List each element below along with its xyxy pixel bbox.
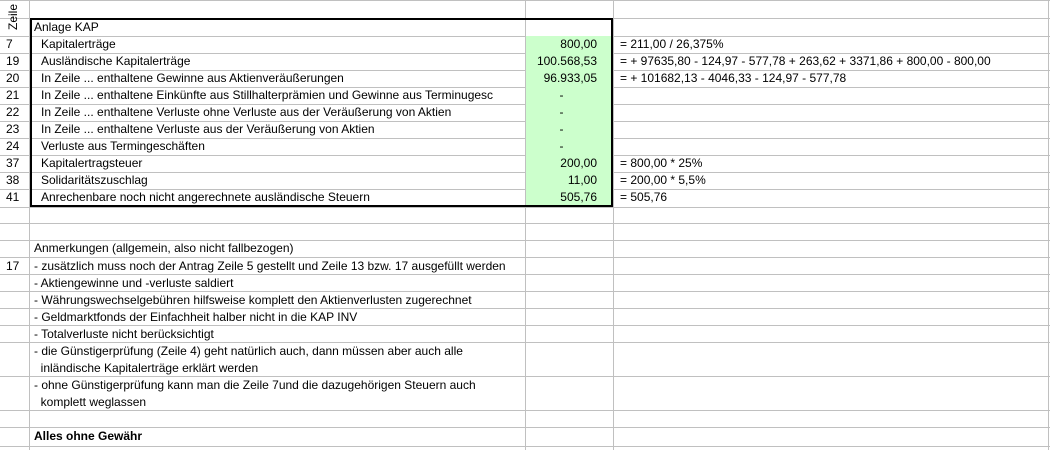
row-formula[interactable]: = + 101682,13 - 4046,33 - 124,97 - 577,78 xyxy=(620,71,847,85)
row-divider xyxy=(0,0,1050,1)
row-label[interactable]: In Zeile ... enthaltene Verluste aus der Veräußerung von Aktien xyxy=(41,122,375,136)
notes-heading[interactable]: Anmerkungen (allgemein, also nicht fallbezogen) xyxy=(34,241,294,255)
row-label[interactable]: Anrechenbare noch nicht angerechnete ausländische Steuern xyxy=(41,190,370,204)
row-formula[interactable]: = 211,00 / 26,375% xyxy=(620,37,724,51)
row-value[interactable]: 96.933,05 xyxy=(543,71,597,85)
row-divider xyxy=(0,207,1050,208)
row-value[interactable]: - xyxy=(559,139,564,153)
row-label[interactable]: In Zeile ... enthaltene Einkünfte aus Stillhalterprämien und Gewinne aus Terminugesc xyxy=(41,88,494,102)
note-line[interactable]: komplett weglassen xyxy=(34,395,147,409)
row-label[interactable]: Ausländische Kapitalerträge xyxy=(41,54,191,68)
row-formula[interactable]: = 800,00 * 25% xyxy=(620,156,703,170)
row-number[interactable]: 41 xyxy=(6,190,20,204)
row-value[interactable]: - xyxy=(559,105,564,119)
row-value[interactable]: - xyxy=(559,88,564,102)
row-formula[interactable] xyxy=(620,87,1050,104)
row-value[interactable]: 505,76 xyxy=(560,190,597,204)
row-number[interactable]: 21 xyxy=(6,88,20,102)
zeile-header-label: Zeile xyxy=(6,3,20,30)
row-number[interactable]: 22 xyxy=(6,105,20,119)
row-formula[interactable]: = + 97635,80 - 124,97 - 577,78 + 263,62 + 3371,86 + 800,00 - 800,00 xyxy=(620,54,991,68)
column-divider xyxy=(613,0,614,450)
row-label[interactable]: Kapitalertragsteuer xyxy=(41,156,143,170)
table-title[interactable]: Anlage KAP xyxy=(34,20,99,34)
row-value[interactable]: 800,00 xyxy=(560,37,597,51)
row-value[interactable]: 11,00 xyxy=(567,173,597,187)
row-formula[interactable] xyxy=(620,121,1050,138)
note-line[interactable]: inländische Kapitalerträge erklärt werden xyxy=(34,361,259,375)
zeile-header xyxy=(4,2,20,36)
row-number[interactable]: 7 xyxy=(6,37,13,51)
row-number[interactable]: 17 xyxy=(6,259,20,273)
note-line[interactable]: - die Günstigerprüfung (Zeile 4) geht natürlich auch, dann müssen aber auch alle xyxy=(34,344,463,358)
note-line[interactable]: - Währungswechselgebühren hilfsweise komplett den Aktienverlusten zugerechnet xyxy=(34,293,472,307)
row-number[interactable]: 23 xyxy=(6,122,20,136)
row-formula[interactable]: = 505,76 xyxy=(620,190,668,204)
row-number[interactable]: 19 xyxy=(6,54,20,68)
row-divider xyxy=(0,446,1050,447)
note-line[interactable]: - Geldmarktfonds der Einfachheit halber nicht in die KAP INV xyxy=(34,310,358,324)
row-number[interactable]: 37 xyxy=(6,156,20,170)
row-divider xyxy=(0,223,1050,224)
row-number[interactable]: 20 xyxy=(6,71,20,85)
row-label[interactable]: Kapitalerträge xyxy=(41,37,116,51)
row-label[interactable]: Verluste aus Termingeschäften xyxy=(41,139,205,153)
row-value[interactable]: 200,00 xyxy=(560,156,597,170)
note-line[interactable]: - ohne Günstigerprüfung kann man die Zeile 7und die dazugehörigen Steuern auch xyxy=(34,378,476,392)
note-line[interactable]: - Aktiengewinne und -verluste saldiert xyxy=(34,276,234,290)
row-number[interactable]: 38 xyxy=(6,173,20,187)
row-formula[interactable] xyxy=(620,138,1050,155)
row-label[interactable]: In Zeile ... enthaltene Verluste ohne Verluste aus der Veräußerung von Aktien xyxy=(41,105,452,119)
row-label[interactable]: Solidaritätszuschlag xyxy=(41,173,148,187)
row-formula[interactable] xyxy=(620,104,1050,121)
row-label[interactable]: In Zeile ... enthaltene Gewinne aus Aktienveräußerungen xyxy=(41,71,344,85)
row-value[interactable]: 100.568,53 xyxy=(536,54,597,68)
disclaimer[interactable]: Alles ohne Gewähr xyxy=(34,429,143,443)
note-line[interactable]: - Totalverluste nicht berücksichtigt xyxy=(34,327,214,341)
row-value[interactable]: - xyxy=(559,122,564,136)
row-formula[interactable]: = 200,00 * 5,5% xyxy=(620,173,706,187)
note-line[interactable]: - zusätzlich muss noch der Antrag Zeile 5 gestellt und Zeile 13 bzw. 17 ausgefüllt werden xyxy=(34,259,506,273)
row-number[interactable]: 24 xyxy=(6,139,20,153)
